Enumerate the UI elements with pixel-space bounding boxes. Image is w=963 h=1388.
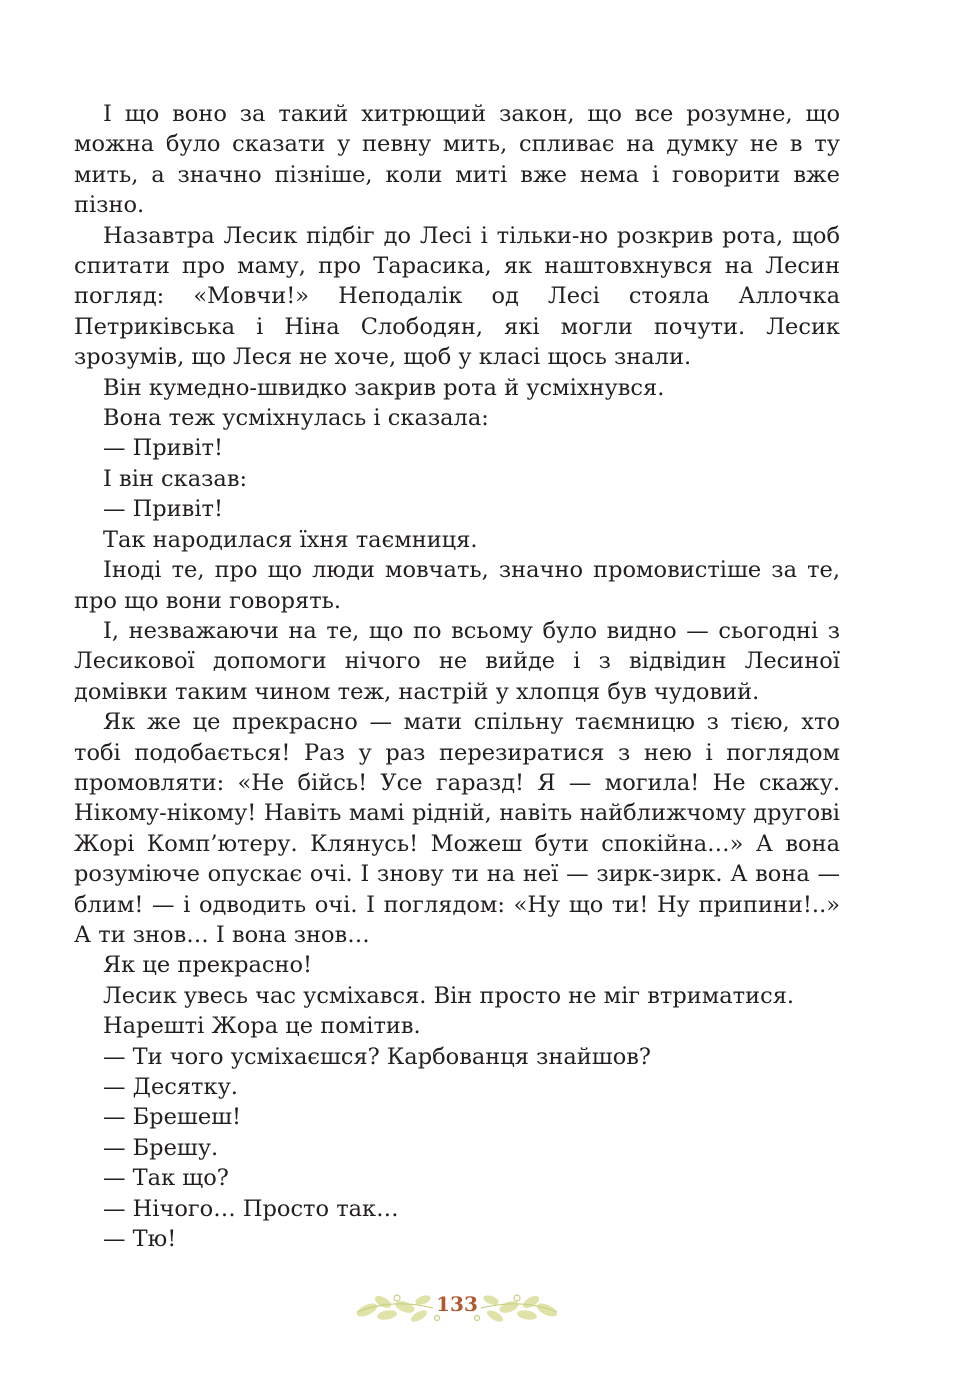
paragraph: Нарешті Жора це помітив. (103, 1013, 421, 1040)
paragraph: І що воно за такий хитрющий закон, що все розумне, що можна було сказати у певну мить, спливає на думку не в ту мить, а значно пізніше, коли миті вже нема і говорити вже пізно. (74, 101, 840, 219)
dialogue-line: — Брешу. (103, 1134, 219, 1161)
page-body (74, 99, 840, 1254)
dialogue-line: — Привіт! (103, 435, 224, 462)
page-footer (353, 1288, 561, 1326)
paragraph: Лесик увесь час усміхався. Він просто не міг втриматися. (103, 982, 795, 1009)
dialogue-line: — Привіт! (103, 496, 224, 523)
paragraph: Так народилася їхня таємниця. (103, 526, 478, 553)
paragraph: Як же це прекрасно — мати спільну таємницю з тією, хто тобі подобається! Раз у раз перезиратися з нею і поглядом промовляти: «Не бійсь! Усе гаразд! Я — могила! Не скажу. Нікому-нікому! Навіть мамі рідній, навіть найближчому другові Жорі Комп’ютеру. Клянусь! Можеш бути спокійна…» А вона розуміюче опускає очі. І знову ти на неї — зирк-зирк. А вона — блим! — і одводить очі. І поглядом: «Ну що ти! Ну припини!..» А ти знов… І вона знов… (74, 709, 840, 948)
paragraph: Іноді те, про що люди мовчать, значно промовистіше за те, про що вони говорять. (74, 557, 840, 614)
dialogue-line: — Ти чого усміхаєшся? Карбованця знайшов? (103, 1043, 651, 1070)
paragraph: Вона теж усміхнулась і сказала: (103, 405, 489, 432)
paragraph: Він кумедно-швидко закрив рота й усміхнувся. (103, 374, 665, 401)
paragraph: І він сказав: (103, 465, 248, 492)
dialogue-line: — Так що? (103, 1165, 229, 1192)
paragraph: Назавтра Лесик підбіг до Лесі і тільки-но розкрив рота, щоб спитати про маму, про Тарасика, як наштовхнувся на Лесин погляд: «Мовчи!» Неподалік од Лесі стояла Аллочка Петриківська і Ніна Слободян, які могли почути. Лесик зрозумів, що Леся не хоче, щоб у класі щось знали. (74, 222, 840, 371)
page-number: 133 (436, 1292, 478, 1316)
dialogue-line: — Брешеш! (103, 1104, 242, 1131)
paragraph: І, незважаючи на те, що по всьому було видно — сьогодні з Лесикової допомоги нічого не вийде і з відвідин Лесиної домівки таким чином теж, настрій у хлопця був чудовий. (74, 617, 840, 705)
dialogue-line: — Десятку. (103, 1074, 238, 1100)
dialogue-line: — Нічого… Просто так… (103, 1195, 399, 1222)
paragraph: Як це прекрасно! (103, 952, 313, 979)
dialogue-line: — Тю! (103, 1226, 177, 1253)
